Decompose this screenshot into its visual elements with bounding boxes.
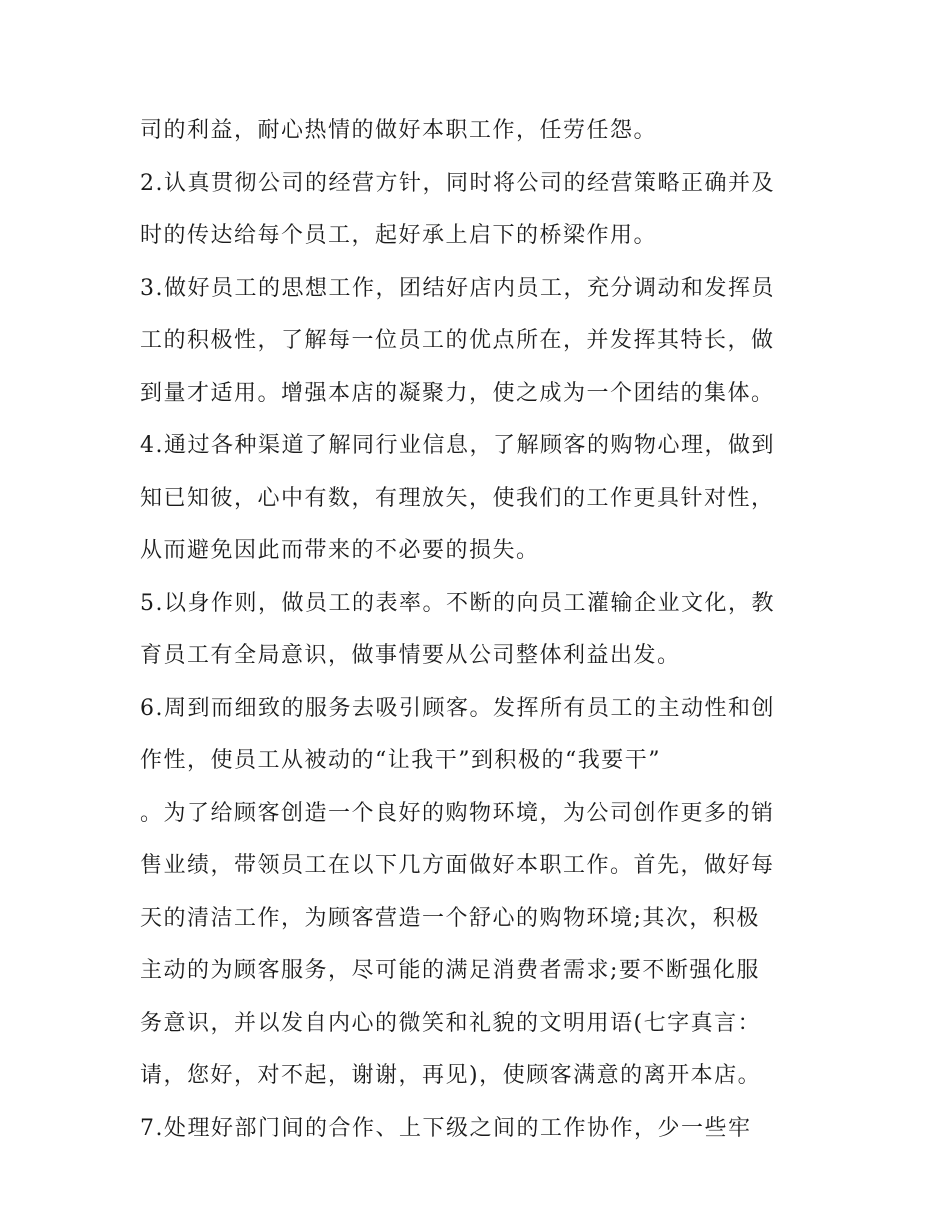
text-line: 。为了给顾客创造一个良好的购物环境，为公司创作更多的销 (140, 800, 775, 826)
text-line: 时的传达给每个员工，起好承上启下的桥梁作用。 (140, 223, 658, 248)
text-line: 主动的为顾客服务，尽可能的满足消费者需求;要不断强化服 (140, 958, 760, 983)
text-line: 4.通过各种渠道了解同行业信息，了解顾客的购物心理，做到 (140, 433, 775, 458)
text-line: 7.处理好部门间的合作、上下级之间的工作协作，少一些牢 (140, 1115, 752, 1141)
text-line: 到量才适用。增强本店的凝聚力，使之成为一个团结的集体。 (140, 380, 775, 406)
text-line: 作性，使员工从被动的“让我干”到积极的“我要干” (140, 748, 661, 773)
text-line: 司的利益，耐心热情的做好本职工作，任劳任怨。 (140, 118, 658, 143)
text-line: 育员工有全局意识，做事情要从公司整体利益出发。 (140, 643, 681, 668)
text-line: 售业绩，带领员工在以下几方面做好本职工作。首先，做好每 (140, 853, 775, 878)
text-line: 工的积极性，了解每一位员工的优点所在，并发挥其特长，做 (140, 328, 775, 353)
text-line: 务意识，并以发自内心的微笑和礼貌的文明用语(七字真言： (140, 1010, 762, 1036)
text-line: 3.做好员工的思想工作，团结好店内员工，充分调动和发挥员 (140, 275, 775, 301)
document-body-text (140, 105, 820, 1155)
text-line: 请，您好，对不起，谢谢，再见)，使顾客满意的离开本店。 (140, 1063, 762, 1088)
text-line: 2.认真贯彻公司的经营方针，同时将公司的经营策略正确并及 (140, 170, 775, 196)
text-line: 从而避免因此而带来的不必要的损失。 (140, 538, 540, 563)
text-line: 知已知彼，心中有数，有理放矢，使我们的工作更具针对性， (140, 485, 775, 511)
text-line: 5.以身作则，做员工的表率。不断的向员工灌输企业文化，教 (140, 590, 775, 616)
text-line: 天的清洁工作，为顾客营造一个舒心的购物环境;其次，积极 (140, 905, 760, 931)
text-line: 6.周到而细致的服务去吸引顾客。发挥所有员工的主动性和创 (140, 695, 775, 721)
